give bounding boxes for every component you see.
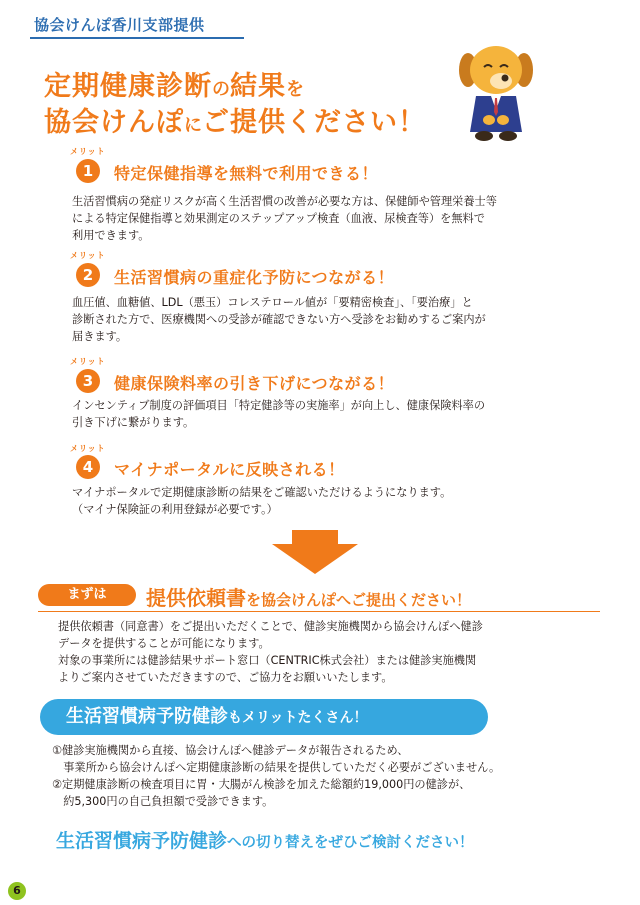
headline-text: の [212, 79, 230, 100]
merit-title: 健康保険料率の引き下げにつながる！ [114, 374, 395, 393]
text-line: 利用できます。 [72, 229, 150, 242]
mascot-dog-illustration [454, 40, 538, 144]
section-divider [38, 611, 600, 612]
merit-number-badge: 3 [76, 369, 100, 393]
merit-description [72, 294, 486, 345]
headline-text: 協会けんぽ [44, 107, 184, 138]
text-line: （マイナ保険証の利用登録が必要です。） [72, 503, 278, 516]
text-line: 生活習慣病の発症リスクが高く生活習慣の改善が必要な方は、保健師や管理栄養士等 [72, 195, 497, 208]
merit-title: マイナポータルに反映される！ [114, 460, 345, 479]
text-line: ①健診実施機関から直接、協会けんぽへ健診データが報告されるため、 [52, 744, 409, 757]
text-line: 提供依頼書（同意書）をご提出いただくことで、健診実施機関から協会けんぽへ健診 [58, 620, 483, 633]
text-line: 対象の事業所には健診結果サポート窓口（CENTRIC株式会社）または健診実施機関 [58, 654, 477, 667]
merit-tag: メリット [70, 251, 106, 260]
text-line: マイナポータルで定期健康診断の結果をご確認いただけるようになります。 [72, 486, 452, 499]
merit-tag: メリット [70, 357, 106, 366]
closing-text: 生活習慣病予防健診 [56, 830, 228, 852]
closing-text: への切り替えをぜひご検討ください！ [227, 835, 474, 851]
merit-title: 生活習慣病の重症化予防につながる！ [114, 268, 395, 287]
merit-number-badge: 4 [76, 455, 100, 479]
text-line: ②定期健康診断の検査項目に胃・大腸がん検診を加えた総額約19,000円の健診が、 [52, 778, 471, 791]
text-line: 血圧値、血糖値、LDL（悪玉）コレステロール値が「要精密検査」、「要治療」と [72, 296, 473, 309]
text-line: による特定保健指導と効果測定のステップアップ検査（血液、尿検査等）を無料で [72, 212, 485, 225]
headline-line-2 [44, 100, 426, 139]
text-line: よりご案内させていただきますので、ご協力をお願いいたします。 [58, 671, 393, 684]
first-step-badge: まずは [38, 584, 136, 606]
merit-tag: メリット [70, 444, 106, 453]
merit-tag: メリット [70, 147, 106, 156]
headline-text: 結果 [230, 71, 286, 102]
closing-message [56, 826, 474, 853]
text-line: インセンティブ制度の評価項目「特定健診等の実施率」が向上し、健康保険料率の [72, 399, 486, 412]
branch-label: 協会けんぽ香川支部提供 [34, 16, 205, 34]
prevention-checkup-banner [40, 699, 488, 735]
banner-text: もメリットたくさん！ [228, 710, 368, 726]
down-arrow-icon [272, 530, 358, 574]
branch-underline [30, 37, 244, 39]
merit-number-badge: 2 [76, 263, 100, 287]
text-line: 届きます。 [72, 330, 128, 343]
text-line: 診断された方で、医療機関への受診が確認できない方へ受診をお勧めするご案内が [72, 313, 486, 326]
prevention-description [52, 742, 500, 810]
merit-description [72, 193, 497, 244]
headline-text: に [184, 115, 202, 136]
merit-description [72, 397, 485, 431]
text-line: 引き下げに繋がります。 [72, 416, 195, 429]
text-line: 約5,300円の自己負担額で受診できます。 [52, 795, 274, 808]
banner-text: 生活習慣病予防健診 [66, 706, 228, 727]
text-line: 事業所から協会けんぽへ定期健康診断の結果を提供していただく必要がございません。 [52, 761, 501, 774]
request-title [146, 582, 471, 611]
merit-title: 特定保健指導を無料で利用できる！ [114, 164, 379, 183]
headline-text: ご提供ください！ [202, 107, 426, 138]
text-line: データを提供することが可能になります。 [58, 637, 270, 650]
request-description [58, 618, 483, 686]
merit-number-badge: 1 [76, 159, 100, 183]
page-number: 6 [8, 882, 26, 900]
headline-text: 定期健康診断 [44, 71, 212, 102]
request-title-text: を協会けんぽへご提出ください！ [246, 591, 472, 609]
headline-text: を [286, 79, 304, 100]
headline-line-1 [44, 64, 304, 103]
merit-description [72, 484, 451, 518]
request-title-text: 提供依頼書 [146, 586, 246, 610]
